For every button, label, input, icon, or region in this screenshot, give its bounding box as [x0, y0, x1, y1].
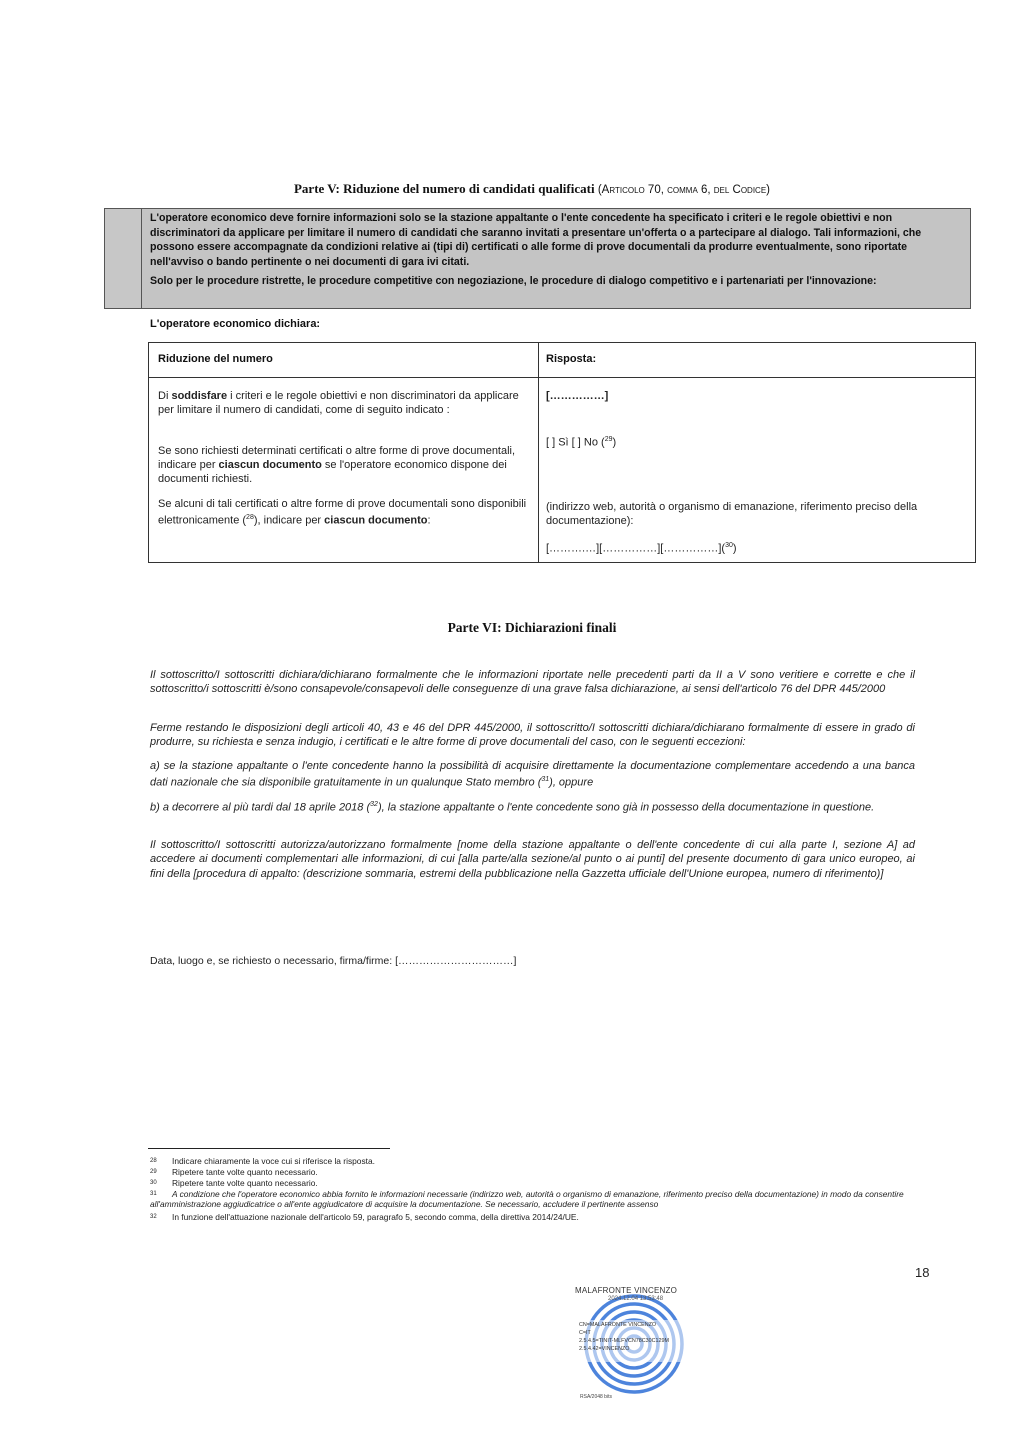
- footnote-ref-28: 28: [246, 514, 254, 521]
- notice-paragraph-2: Solo per le procedure ristrette, le procedure competitive con negoziazione, le procedure di dialogo competitivo e i partenariati per l'innovazione:: [150, 275, 877, 288]
- declaration-paragraph-1: Il sottoscritto/I sottoscritti dichiara/dichiarano formalmente che le informazioni riportate nelle precedenti parti da II a V sono veritiere e corrette e che il sottoscritto/i sottoscritti è/sono consapevole/consapevoli delle conseguenze di una grave falsa dichiarazione, ai sensi dell'articolo 76 del DPR 445/2000: [150, 669, 915, 696]
- notice-paragraph-1: L'operatore economico deve fornire informazioni solo se la stazione appaltante o l'ente concedente ha specificato i criteri e le regole obiettivi e non discriminatori da applicare per limitare il numero di candidati che saranno invitati a presentare un'offerta o a partecipare al dialogo. Tali informazioni, che possono essere accompagnate da condizioni relative ai (tipi di) certificati o alle forme di prove documentali da produrre eventualmente, sono riportate nell'avviso o bando pertinente o nei documenti di gara ivi citati.: [150, 212, 922, 268]
- answer-web-reference: (indirizzo web, autorità o organismo di emanazione, riferimento preciso della documentazione):: [546, 501, 918, 527]
- notice-box: [104, 208, 971, 309]
- footnote-number: 30: [150, 1180, 157, 1186]
- signature-cn: CN=MALAFRONTE VINCENZO: [579, 1322, 657, 1328]
- part5-title-ref: (Articolo 70, comma 6, del Codice): [597, 184, 770, 196]
- table-row-soddisfare: [158, 389, 528, 417]
- footnote-30: [150, 1179, 960, 1189]
- footnote-number: 29: [150, 1169, 157, 1175]
- footnote-28: [150, 1157, 960, 1167]
- footnote-number: 28: [150, 1158, 157, 1164]
- footnote-ref-32: 32: [370, 801, 378, 808]
- reduction-table: [148, 342, 976, 563]
- row1-pre: Di: [158, 390, 172, 402]
- table-divider-horizontal: [149, 377, 975, 378]
- footnote-text: Indicare chiaramente la voce cui si riferisce la risposta.: [172, 1156, 375, 1166]
- ans2-post: ): [612, 436, 617, 449]
- ans4-post: ): [732, 542, 737, 555]
- signature-date: 2024.12.04 13:53:48: [608, 1296, 664, 1302]
- footnote-ref-30: 30: [725, 542, 733, 549]
- table-header-riduzione: Riduzione del numero: [158, 353, 273, 365]
- signature-given-name: 2.5.4.42=VINCENZO: [579, 1346, 630, 1352]
- row1-bold: soddisfare: [171, 390, 228, 402]
- answer-si-no: [546, 433, 616, 450]
- footnote-text: A condizione che l'operatore economico abbia fornito le informazioni necessarie (indirizzo web, autorità o organismo di emanazione, riferimento preciso della documentazione) in modo da consentire all'amministrazione aggiudicatrice o all'ente aggiudicatore di acquisire la documentazione. Se necessario, accludere il pertinente assenso: [150, 1189, 904, 1209]
- row1-post: i criteri e le regole obiettivi e non discriminatori da applicare per limitare il numero di candidati, come di seguito indicato :: [158, 390, 519, 416]
- table-divider-vertical: [538, 343, 539, 562]
- p4-post: ), la stazione appaltante o l'ente concedente sono già in possesso della documentazione in questione.: [377, 801, 875, 814]
- declaration-paragraph-5: Il sottoscritto/I sottoscritti autorizza/autorizzano formalmente [nome della stazione appaltante o dell'ente concedente di cui alla parte I, sezione A] ad accedere ai documenti complementari alle informazioni, di cui [alla parte/alla sezione/al punto o ai punti] del presente documento di gara unico europeo, ai fini della [procedura di appalto: (descrizione sommaria, estremi della pubblicazione nella Gazzetta ufficiale dell'Unione europea, numero di riferimento)]: [150, 839, 915, 880]
- notice-content: [141, 209, 970, 308]
- answer-1-text: [……………]: [546, 390, 609, 402]
- row2-bold: ciascun documento: [218, 459, 322, 471]
- footnote-text: In funzione dell'attuazione nazionale dell'articolo 59, paragrafo 5, secondo comma, della direttiva 2014/24/UE.: [172, 1212, 579, 1222]
- answer-placeholder-multi: [546, 539, 737, 556]
- table-header-risposta: Risposta:: [546, 353, 597, 365]
- declares-label: L'operatore economico dichiara:: [150, 318, 321, 330]
- part5-title-text: Parte V: Riduzione del numero di candidati qualificati: [293, 181, 595, 196]
- footnote-text: Ripetere tante volte quanto necessario.: [172, 1167, 318, 1177]
- table-row-certificati: [158, 444, 518, 486]
- footnote-31: [150, 1190, 960, 1210]
- part5-title: [120, 181, 944, 197]
- page-number: 18: [915, 1265, 930, 1280]
- row3-mid: ), indicare per: [253, 514, 325, 527]
- footnote-ref-29: 29: [604, 436, 613, 443]
- footnote-ref-31: 31: [541, 776, 550, 784]
- row3-post: :: [427, 514, 431, 527]
- footnote-text: Ripetere tante volte quanto necessario.: [172, 1178, 318, 1188]
- footnote-number: 32: [150, 1214, 157, 1220]
- signature-serial: 2.5.4.5=TINIT-MLFVCN78C30C129M: [579, 1338, 670, 1344]
- declaration-paragraph-4: [150, 798, 915, 815]
- p3-post: ), oppure: [549, 776, 594, 789]
- row2-post: se l'operatore economico dispone dei documenti richiesti.: [158, 459, 507, 485]
- row2-pre: Se sono richiesti determinati certificati o altre forme di prove documentali, indicare per: [158, 445, 516, 471]
- signature-country: C=IT: [579, 1330, 591, 1336]
- row3-pre: Se alcuni di tali certificati o altre forme di prove documentali sono disponibili elettronicamente (: [158, 498, 527, 527]
- table-row-elettronici: [158, 497, 533, 528]
- answer-placeholder-1: [546, 389, 608, 403]
- ans4-pre: [……….…][……………][……………](: [546, 542, 726, 555]
- signature-seal-icon: [582, 1292, 686, 1396]
- date-signature-line: Data, luogo e, se richiesto o necessario, firma/firme: [……………………………]: [150, 955, 517, 967]
- signer-name: MALAFRONTE VINCENZO: [575, 1286, 678, 1295]
- declaration-paragraph-2: Ferme restando le disposizioni degli articoli 40, 43 e 46 del DPR 445/2000, il sottoscritto/I sottoscritti dichiara/dichiarano formalmente di essere in grado di produrre, su richiesta e senza indugio, i certificati e le altre forme di prove documentali del caso, con le seguenti eccezioni:: [150, 722, 915, 749]
- footnote-29: [150, 1168, 960, 1178]
- footnote-rule: [148, 1148, 390, 1149]
- part6-title: Parte VI: Dichiarazioni finali: [447, 620, 617, 635]
- digital-signature-stamp: [570, 1284, 695, 1420]
- ans2-pre: [ ] Sì [ ] No (: [546, 436, 605, 449]
- row3-bold: ciascun documento: [324, 514, 428, 527]
- footnote-32: [150, 1213, 960, 1223]
- footnote-number: 31: [150, 1191, 157, 1197]
- declaration-paragraph-3: [150, 759, 915, 790]
- p4-pre: b) a decorrere al più tardi dal 18 aprile 2018 (: [150, 801, 371, 814]
- p3-pre: a) se la stazione appaltante o l'ente concedente hanno la possibilità di acquisire direttamente la documentazione complementare accedendo a una banca dati nazionale che sia disponibile gratuitamente in un qualunque Stato membro (: [150, 760, 915, 789]
- signature-algorithm: RSA/2048 bits: [580, 1394, 612, 1400]
